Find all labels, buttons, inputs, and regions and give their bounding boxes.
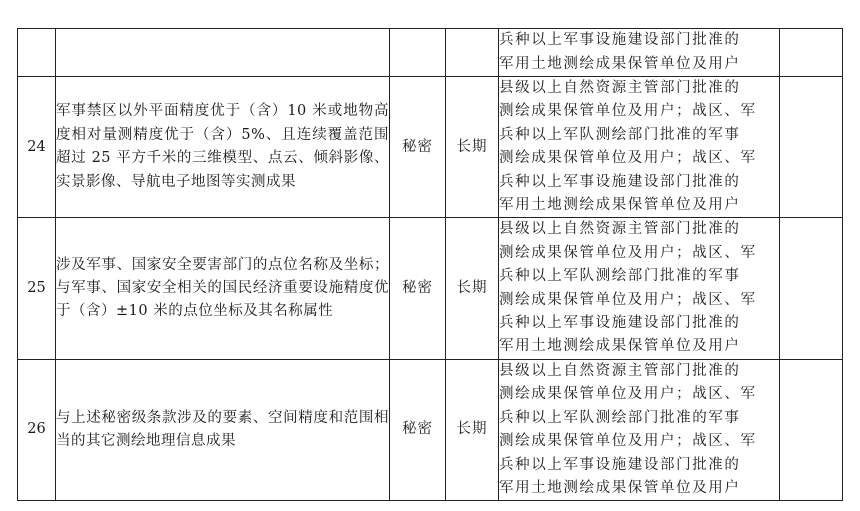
secrecy-scope-table <box>17 28 843 501</box>
secrecy-level: 秘密 <box>390 77 446 218</box>
secrecy-level: 秘密 <box>390 359 446 500</box>
item-content: 涉及军事、国家安全要害部门的点位名称及坐标；与军事、国家安全相关的国民经济重要设施精度优于（含）±10 米的点位坐标及其名称属性 <box>56 218 390 359</box>
knowledge-scope: 县级以上自然资源主管部门批准的 测绘成果保管单位及用户；战区、军 兵种以上军队测绘部门批准的军事 测绘成果保管单位及用户；战区、军 兵种以上军事设施建设部门批准的 军用土地测绘成果保管单位及用户 <box>499 218 780 359</box>
secrecy-level: 秘密 <box>390 218 446 359</box>
table-row <box>18 29 843 77</box>
knowledge-scope: 县级以上自然资源主管部门批准的 测绘成果保管单位及用户；战区、军 兵种以上军队测绘部门批准的军事 测绘成果保管单位及用户；战区、军 兵种以上军事设施建设部门批准的 军用土地测绘成果保管单位及用户 <box>499 77 780 218</box>
secrecy-period: 长期 <box>446 218 499 359</box>
item-number: 24 <box>18 77 56 218</box>
table-row <box>18 77 843 218</box>
remark-cell <box>780 218 843 359</box>
item-number: 26 <box>18 359 56 500</box>
secrecy-period: 长期 <box>446 359 499 500</box>
knowledge-scope: 县级以上自然资源主管部门批准的 测绘成果保管单位及用户；战区、军 兵种以上军队测绘部门批准的军事 测绘成果保管单位及用户；战区、军 兵种以上军事设施建设部门批准的 军用土地测绘成果保管单位及用户 <box>499 359 780 500</box>
knowledge-scope: 兵种以上军事设施建设部门批准的 军用土地测绘成果保管单位及用户 <box>499 29 780 77</box>
secrecy-period <box>446 29 499 77</box>
secrecy-level <box>390 29 446 77</box>
table-row <box>18 359 843 500</box>
remark-cell <box>780 359 843 500</box>
item-content: 与上述秘密级条款涉及的要素、空间精度和范围相当的其它测绘地理信息成果 <box>56 359 390 500</box>
item-number: 25 <box>18 218 56 359</box>
table-row <box>18 218 843 359</box>
item-number <box>18 29 56 77</box>
remark-cell <box>780 77 843 218</box>
secrecy-period: 长期 <box>446 77 499 218</box>
item-content: 军事禁区以外平面精度优于（含）10 米或地物高度相对量测精度优于（含）5%、且连续覆盖范围超过 25 平方千米的三维模型、点云、倾斜影像、实景影像、导航电子地图等实测成果 <box>56 77 390 218</box>
item-content <box>56 29 390 77</box>
remark-cell <box>780 29 843 77</box>
